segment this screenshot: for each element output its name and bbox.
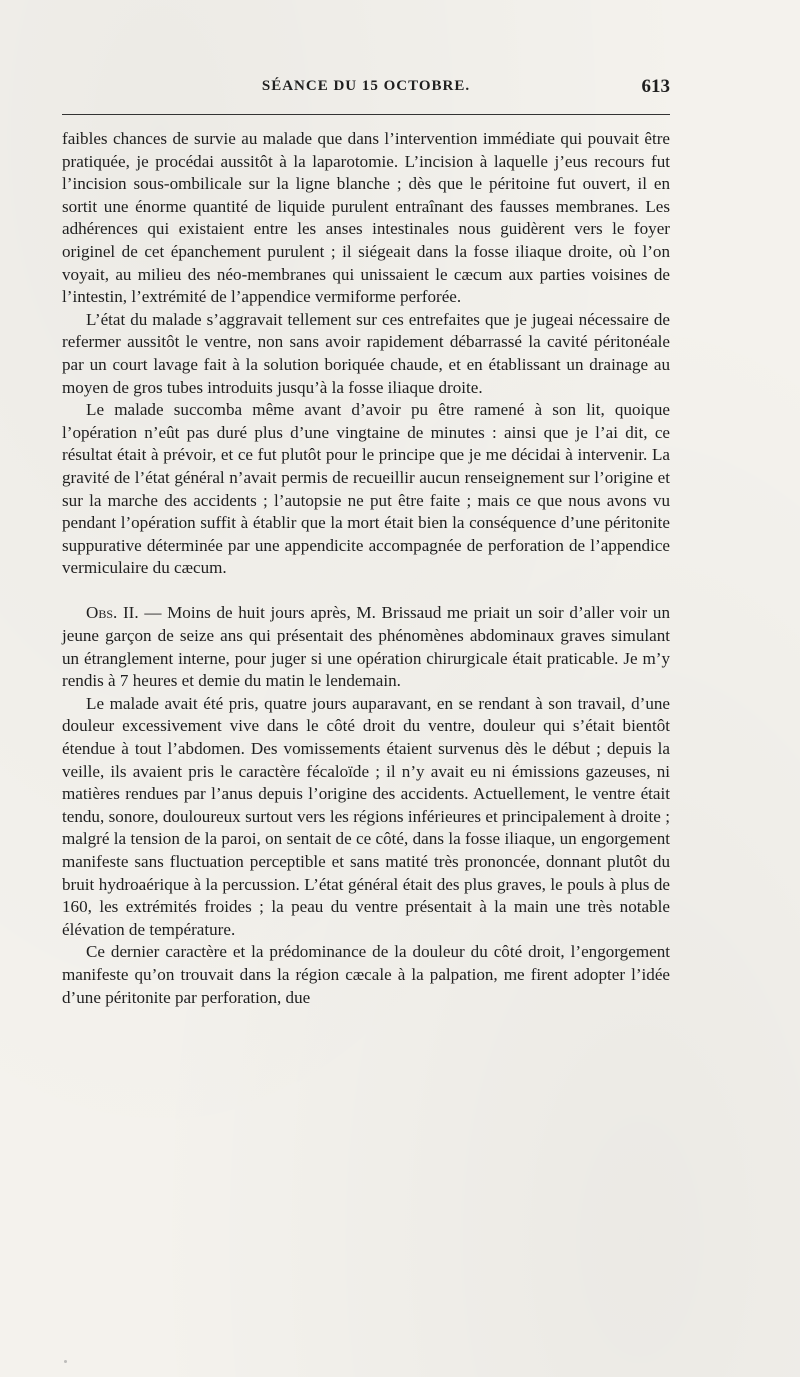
paragraph-5: Le malade avait été pris, quatre jours auparavant, en se rendant à son travail, d’une douleur excessivement vive dans le côté droit du ventre, douleur qui s’était bientôt étendue à tout l’abdomen. Des vomissements étaient survenus dès le début ; depuis la veille, ils avaient pris le caractère fécaloïde ; il n’y avait eu ni émissions gazeuses, ni matières rendues par l’anus depuis l’origine des accidents. Actuellement, le ventre était tendu, sonore, douloureux surtout vers les régions inférieures et principalement à droite ; malgré la tension de la paroi, on sentait de ce côté, dans la fosse iliaque, un engorgement manifeste sans fluctuation perceptible et sans matité très prononcée, donnant plutôt du bruit hydroaérique à la percussion. L’état général était des plus graves, le pouls à plus de 160, les extrémités froides ; la peau du ventre présentait à la main une très notable élévation de température. [62,693,670,939]
page-header [62,78,670,102]
running-head: SÉANCE DU 15 OCTOBRE. [261,78,471,94]
observation-text: — Moins de huit jours après, M. Brissaud me priait un soir d’aller voir un jeune garçon de seize ans qui présentait des phénomènes abdominaux graves simulant un étranglement interne, pour juger si une opération chirurgicale était praticable. Je m’y rendis à 7 heures et demie du matin le lendemain. [62,603,670,691]
paragraph-3: Le malade succomba même avant d’avoir pu être ramené à son lit, quoique l’opération n’eût pas duré plus d’une vingtaine de minutes : ainsi que je l’ai dit, ce résultat était à prévoir, et ce fut plutôt pour le principe que je me décidai à intervenir. La gravité de l’état général n’avait permis de recueillir aucun renseignement sur l’origine et sur la marche des accidents ; l’autopsie ne put être faite ; mais ce que nous avons vu pendant l’opération suffit à établir que la mort était bien la conséquence d’une péritonite suppurative déterminée par une appendicite accompagnée de perforation de l’appendice vermiculaire du cæcum. [62,400,670,578]
observation-label: Obs. II. [86,603,139,623]
paragraph-1: faibles chances de survie au malade que dans l’intervention immédiate qui pouvait être pratiquée, je procédai aussitôt à la laparotomie. L’incision à laquelle j’eus recours fut l’incision sous-ombilicale sur la ligne blanche ; dès que le péritoine fut ouvert, il en sortit une énorme quantité de liquide purulent entraînant des fausses membranes. Les adhérences qui existaient entre les anses intestinales nous guidèrent vers le foyer originel de cet épanchement purulent ; il siégeait dans la fosse iliaque droite, où l’on voyait, au milieu des néo-membranes qui unissaient le cæcum aux parties voisines de l’intestin, l’extrémité de l’appendice vermiforme perforée. [62,129,670,307]
observation-2-paragraph [62,602,670,692]
body-text [62,128,670,1009]
paragraph-2: L’état du malade s’aggravait tellement sur ces entrefaites que je jugeai nécessaire de refermer aussitôt le ventre, non sans avoir rapidement débarrassé la cavité péritonéale par un court lavage fait à la solution boriquée chaude, et en établissant un drainage au moyen de gros tubes introduits jusqu’à la fosse iliaque droite. [62,309,670,397]
page-number: 613 [641,76,670,97]
paragraph-6: Ce dernier caractère et la prédominance de la douleur du côté droit, l’engorgement manifeste qu’on trouvait dans la région cæcale à la palpation, me firent adopter l’idée d’une péritonite par perforation, due [62,942,670,1007]
header-rule [62,114,670,115]
paper-speck [64,1360,67,1363]
